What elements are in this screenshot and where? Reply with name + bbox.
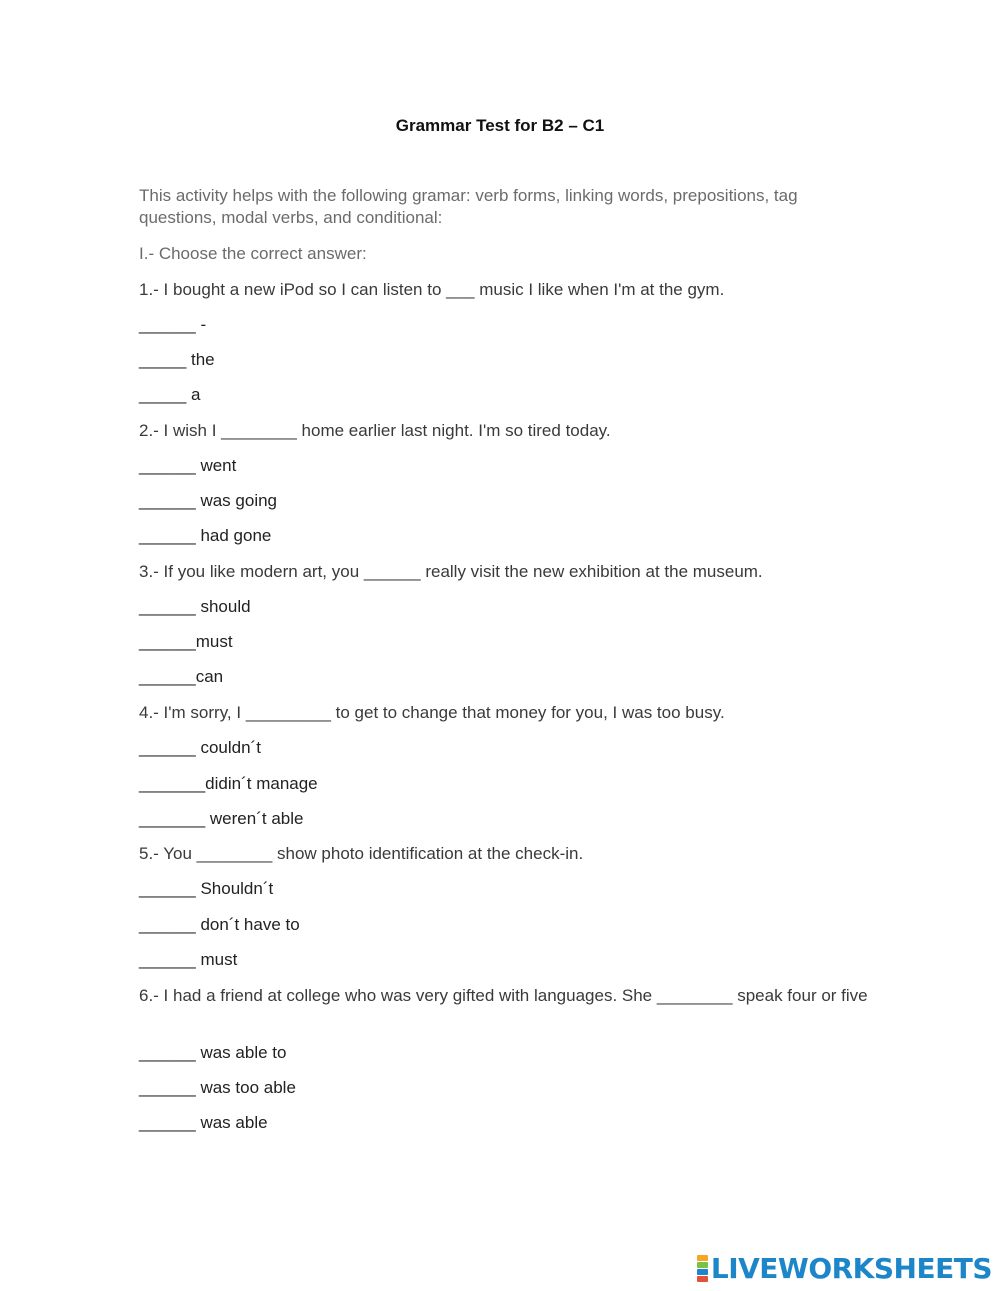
question-4: 4.- I'm sorry, I _________ to get to change that money for you, I was too busy. <box>139 703 725 722</box>
logo-text: LIVEWORKSHEETS <box>710 1251 992 1285</box>
question-3: 3.- If you like modern art, you ______ really visit the new exhibition at the museum. <box>139 562 763 581</box>
answer-option[interactable]: _______ weren´t able <box>139 809 304 828</box>
liveworksheets-logo <box>697 1253 992 1283</box>
answer-option[interactable]: ______ couldn´t <box>139 738 261 757</box>
answer-option[interactable]: ______ - <box>139 315 207 334</box>
answer-option[interactable]: _______didin´t manage <box>139 774 318 793</box>
question-1: 1.- I bought a new iPod so I can listen to ___ music I like when I'm at the gym. <box>139 280 725 299</box>
answer-option[interactable]: ______ went <box>139 456 237 475</box>
answer-option[interactable]: ______ must <box>139 950 238 969</box>
answer-option[interactable]: ______ had gone <box>139 526 272 545</box>
question-6: 6.- I had a friend at college who was very gifted with languages. She ________ speak four or five <box>139 986 868 1005</box>
answer-option[interactable]: ______ was able <box>139 1113 268 1132</box>
answer-option[interactable]: _____ the <box>139 350 215 369</box>
page-title: Grammar Test for B2 – C1 <box>395 116 605 135</box>
answer-option[interactable]: ______ should <box>139 597 251 616</box>
answer-option[interactable]: _____ a <box>139 385 201 404</box>
instruction-text: I.- Choose the correct answer: <box>139 244 367 263</box>
answer-option[interactable]: ______ was too able <box>139 1078 296 1097</box>
answer-option[interactable]: ______ Shouldn´t <box>139 879 274 898</box>
question-5: 5.- You ________ show photo identification at the check-in. <box>139 844 584 863</box>
answer-option[interactable]: ______ was able to <box>139 1043 287 1062</box>
intro-text: This activity helps with the following gramar: verb forms, linking words, prepositions, tag questions, modal verbs, and conditional: <box>139 186 798 227</box>
question-2: 2.- I wish I ________ home earlier last night. I'm so tired today. <box>139 421 611 440</box>
answer-option[interactable]: ______ was going <box>139 491 278 510</box>
answer-option[interactable]: ______ don´t have to <box>139 915 300 934</box>
answer-option[interactable]: ______can <box>139 667 224 686</box>
liveworksheets-logo-icon <box>697 1255 708 1282</box>
answer-option[interactable]: ______must <box>139 632 233 651</box>
